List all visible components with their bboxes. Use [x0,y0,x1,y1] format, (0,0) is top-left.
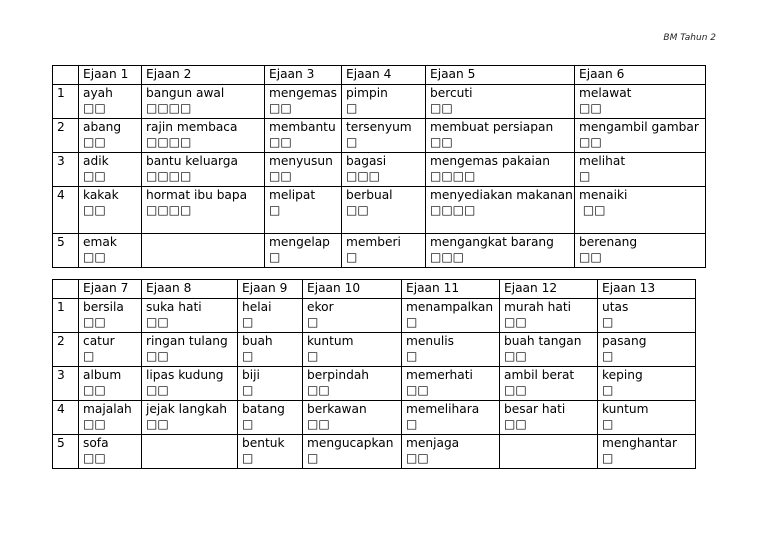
missing-glyph: □□□□ [146,101,192,115]
word: lipas kudung [146,368,224,382]
word: bercuti [430,86,473,100]
word-cell [500,299,598,333]
word: buah tangan [504,334,582,348]
word-cell [426,187,575,234]
word: menampalkan [406,300,494,314]
word: mengucapkan [307,436,394,450]
missing-glyph: □ [242,417,254,431]
word: bantu keluarga [146,154,239,168]
missing-glyph: □□□□ [146,135,192,149]
word-cell [342,119,426,153]
missing-glyph: □□ [146,383,169,397]
header-cell: Ejaan 13 [598,280,696,299]
header-cell: Ejaan 8 [142,280,238,299]
missing-glyph: □ [406,417,418,431]
word-cell [342,153,426,187]
word: menyediakan makanan [430,188,573,202]
missing-glyph: □□ [83,169,106,183]
word: menghantar [602,436,678,450]
spelling-table-1 [52,65,706,268]
missing-glyph: □□ [579,101,602,115]
word: adik [83,154,109,168]
word-cell [142,187,265,234]
missing-glyph: □□□ [430,250,465,264]
missing-glyph: □ [602,417,614,431]
empty-cell [142,435,238,469]
word: membantu [269,120,336,134]
row-number: 3 [53,153,79,187]
word-cell [238,367,303,401]
word: ekor [307,300,334,314]
missing-glyph: □□ [83,250,106,264]
header-cell: Ejaan 12 [500,280,598,299]
table-row [53,187,706,234]
missing-glyph: □□ [346,203,369,217]
word: mengambil gambar [579,120,699,134]
word-cell [79,333,142,367]
missing-glyph: □ [307,315,319,329]
word-cell [303,401,402,435]
word-cell [342,187,426,234]
empty-cell [142,234,265,268]
word-cell [79,85,142,119]
missing-glyph: □ [406,349,418,363]
missing-glyph: □□ [83,203,106,217]
word-cell [575,187,706,234]
missing-glyph: □ [269,250,281,264]
missing-glyph: □ [602,451,614,465]
missing-glyph: □□ [307,417,330,431]
word-cell [238,435,303,469]
missing-glyph: □□□□ [430,203,476,217]
header-cell: Ejaan 4 [342,66,426,85]
word-cell [142,333,238,367]
word: hormat ibu bapa [146,188,248,202]
word: batang [242,402,285,416]
word: menulis [406,334,454,348]
spelling-table-2 [52,279,696,469]
table-row [53,299,696,333]
word-cell [402,333,500,367]
row-number: 5 [53,234,79,268]
row-number: 5 [53,435,79,469]
missing-glyph: □□ [406,383,429,397]
word-cell [238,401,303,435]
header-cell: Ejaan 2 [142,66,265,85]
word: pasang [602,334,647,348]
word: kuntum [602,402,649,416]
word: mengelap [269,235,330,249]
missing-glyph: □□ [146,315,169,329]
table-row [53,333,696,367]
word-cell [426,153,575,187]
word-cell [303,435,402,469]
missing-glyph: □□ [146,417,169,431]
missing-glyph: □ [242,349,254,363]
missing-glyph: □ [406,315,418,329]
missing-glyph: □□ [579,250,602,264]
word-cell [265,187,342,234]
word: menyusun [269,154,333,168]
word: abang [83,120,122,134]
missing-glyph: □ [602,315,614,329]
word: ringan tulang [146,334,228,348]
missing-glyph: □□ [83,451,106,465]
word-cell [142,85,265,119]
missing-glyph: □□ [146,349,169,363]
word: utas [602,300,629,314]
word: melipat [269,188,316,202]
missing-glyph: □□ [269,101,292,115]
missing-glyph: □□ [83,135,106,149]
missing-glyph: □ [269,203,281,217]
missing-glyph: □□ [269,135,292,149]
word-cell [238,299,303,333]
word: memelihara [406,402,480,416]
word-cell [598,333,696,367]
word: majalah [83,402,132,416]
header-cell: Ejaan 6 [575,66,706,85]
table-row [53,401,696,435]
word-cell [402,435,500,469]
missing-glyph: □ [83,349,95,363]
word-cell [79,119,142,153]
word-cell [426,85,575,119]
word-cell [142,367,238,401]
word: buah [242,334,273,348]
missing-glyph: □ [346,101,358,115]
missing-glyph: □□□ [346,169,381,183]
missing-glyph: □□ [83,383,106,397]
word-cell [79,435,142,469]
table-row [53,85,706,119]
missing-glyph: □□ [504,383,527,397]
word: melawat [579,86,632,100]
word-cell [402,367,500,401]
word-cell [79,299,142,333]
header-cell: Ejaan 11 [402,280,500,299]
header-cell: Ejaan 7 [79,280,142,299]
word: menjaga [406,436,460,450]
word: bentuk [242,436,285,450]
row-number: 2 [53,119,79,153]
word-cell [265,119,342,153]
word-cell [500,333,598,367]
missing-glyph: □ [346,250,358,264]
table-header-row [53,280,696,299]
word: mengemas [269,86,338,100]
word: biji [242,368,260,382]
missing-glyph: □ [242,383,254,397]
missing-glyph: □ [346,135,358,149]
word: memberi [346,235,401,249]
missing-glyph: □□ [269,169,292,183]
word: melihat [579,154,626,168]
header-cell [53,280,79,299]
word: mengemas pakaian [430,154,550,168]
table-row [53,367,696,401]
word-cell [142,119,265,153]
word-cell [598,435,696,469]
word: berbual [346,188,393,202]
word-cell [342,234,426,268]
missing-glyph: □□ [307,383,330,397]
word-cell [426,119,575,153]
word: bangun awal [146,86,225,100]
word: memerhati [406,368,473,382]
row-number: 4 [53,401,79,435]
row-number: 1 [53,299,79,333]
missing-glyph: □ [579,169,591,183]
word-cell [598,401,696,435]
word-cell [575,85,706,119]
missing-glyph: □□□□ [430,169,476,183]
missing-glyph: □ [602,383,614,397]
word: rajin membaca [146,120,238,134]
missing-glyph: □□ [83,315,106,329]
word: kakak [83,188,119,202]
missing-glyph: □ [307,349,319,363]
header-cell: Ejaan 5 [426,66,575,85]
header-note: BM Tahun 2 [663,33,716,43]
word: jejak langkah [146,402,228,416]
header-cell: Ejaan 9 [238,280,303,299]
missing-glyph: □□ [579,203,606,217]
word-cell [500,401,598,435]
word: ambil berat [504,368,575,382]
word-cell [79,401,142,435]
header-cell: Ejaan 10 [303,280,402,299]
word: berenang [579,235,638,249]
word-cell [402,299,500,333]
word: catur [83,334,115,348]
row-number: 3 [53,367,79,401]
word: helai [242,300,272,314]
word-cell [142,401,238,435]
word: mengangkat barang [430,235,554,249]
word-cell [575,119,706,153]
missing-glyph: □□ [430,101,453,115]
missing-glyph: □ [602,349,614,363]
word: emak [83,235,117,249]
word: pimpin [346,86,388,100]
word-cell [265,153,342,187]
word-cell [598,367,696,401]
missing-glyph: □□ [579,135,602,149]
word-cell [238,333,303,367]
word: album [83,368,122,382]
table-row [53,119,706,153]
word-cell [303,367,402,401]
missing-glyph: □□ [83,417,106,431]
missing-glyph: □□ [504,349,527,363]
word-cell [265,85,342,119]
missing-glyph: □□ [504,315,527,329]
word: suka hati [146,300,202,314]
word: bersila [83,300,124,314]
word-cell [426,234,575,268]
word-cell [342,85,426,119]
missing-glyph: □ [242,451,254,465]
word: berkawan [307,402,367,416]
table-row [53,435,696,469]
missing-glyph: □□ [504,417,527,431]
word-cell [402,401,500,435]
word: murah hati [504,300,572,314]
header-cell: Ejaan 3 [265,66,342,85]
header-cell [53,66,79,85]
word: sofa [83,436,109,450]
word-cell [79,153,142,187]
word-cell [79,367,142,401]
empty-cell [500,435,598,469]
word: membuat persiapan [430,120,554,134]
table-row [53,234,706,268]
word-cell [500,367,598,401]
missing-glyph: □ [242,315,254,329]
missing-glyph: □ [307,451,319,465]
word-cell [142,153,265,187]
header-cell: Ejaan 1 [79,66,142,85]
word-cell [575,153,706,187]
missing-glyph: □□□□ [146,203,192,217]
word-cell [142,299,238,333]
missing-glyph: □□ [83,101,106,115]
word: keping [602,368,643,382]
missing-glyph: □□ [430,135,453,149]
word-cell [265,234,342,268]
word: berpindah [307,368,370,382]
table-header-row [53,66,706,85]
word: besar hati [504,402,566,416]
missing-glyph: □□□□ [146,169,192,183]
word-cell [79,187,142,234]
word: kuntum [307,334,354,348]
word: tersenyum [346,120,412,134]
row-number: 1 [53,85,79,119]
word-cell [79,234,142,268]
word: ayah [83,86,113,100]
word-cell [598,299,696,333]
table-row [53,153,706,187]
row-number: 2 [53,333,79,367]
word-cell [575,234,706,268]
word-cell [303,299,402,333]
word-cell [303,333,402,367]
missing-glyph: □□ [406,451,429,465]
word: menaiki [579,188,628,202]
word: bagasi [346,154,387,168]
row-number: 4 [53,187,79,234]
